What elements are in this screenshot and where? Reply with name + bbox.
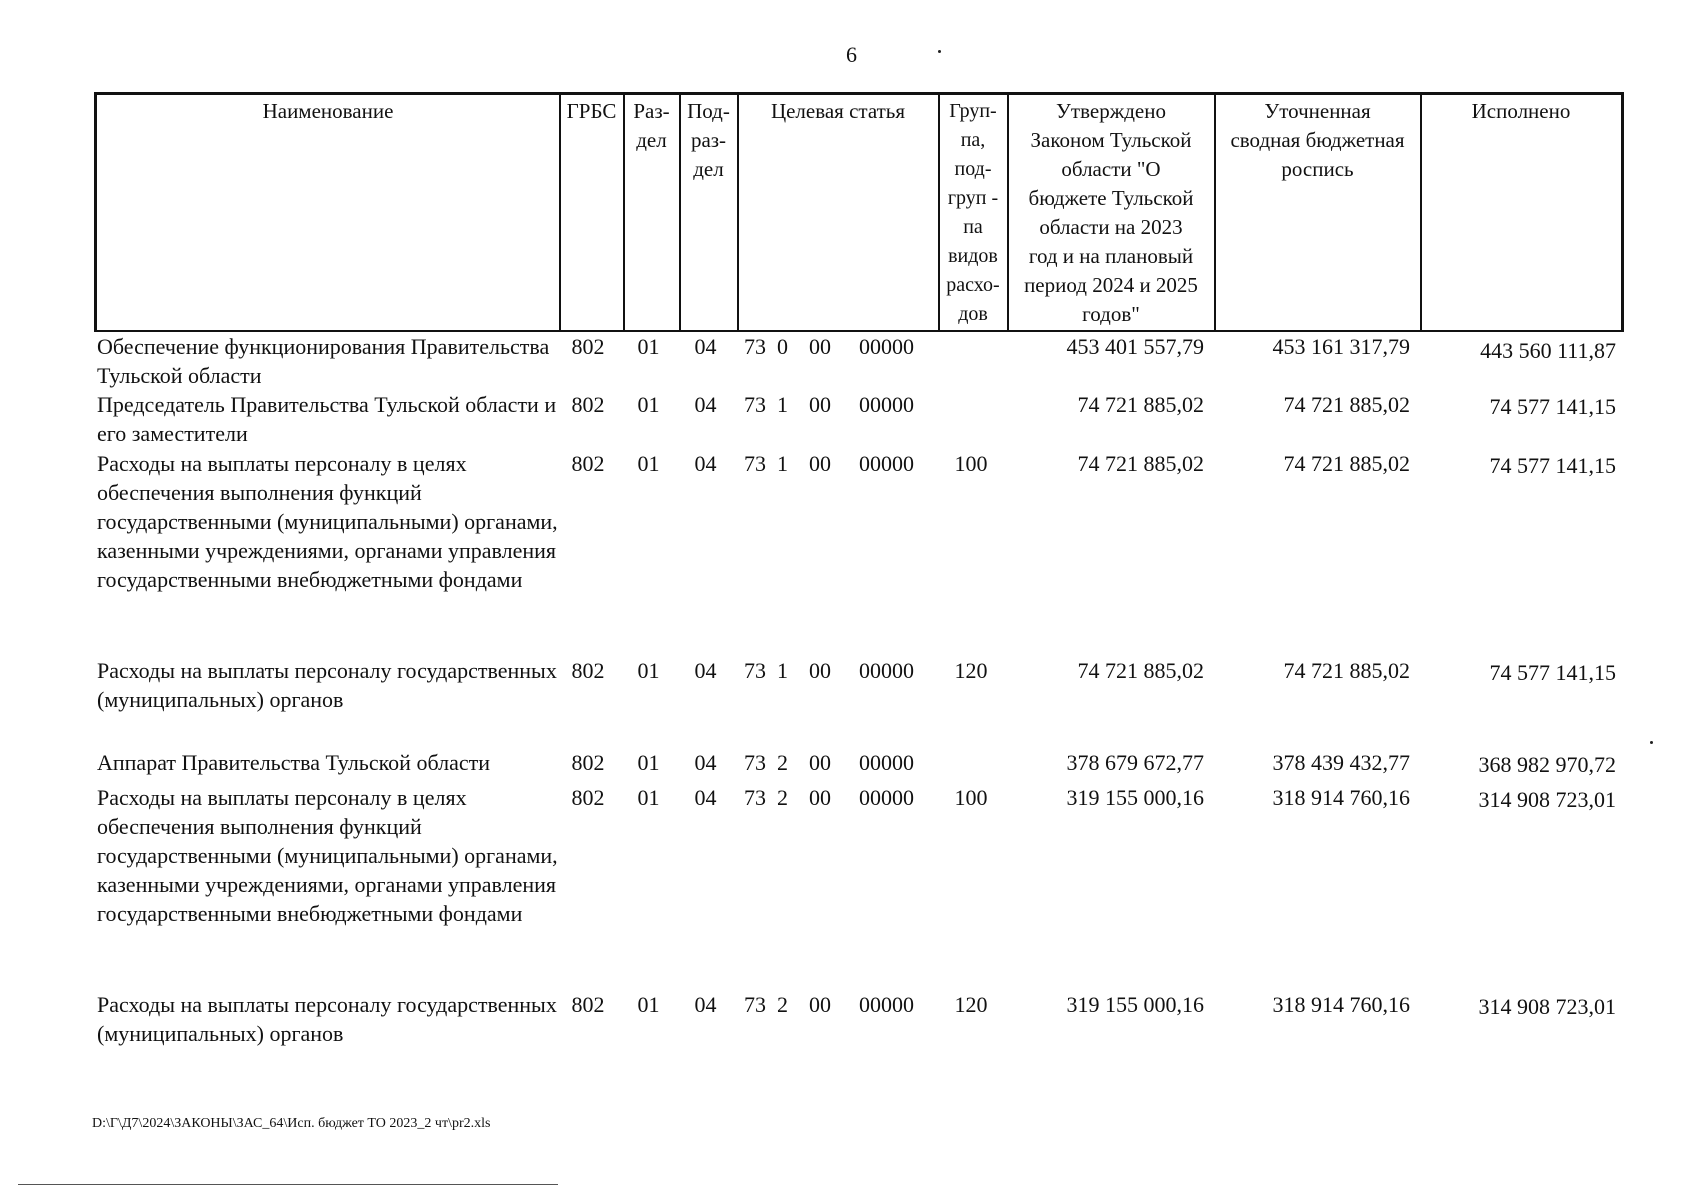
scan-speck <box>938 50 941 53</box>
row-refined: 74 721 885,02 <box>1283 392 1410 417</box>
row-target-3: 00 <box>809 334 831 359</box>
row-razdel: 01 <box>637 392 660 417</box>
row-name: Обеспечение функционирования Правительства Тульской области <box>97 334 550 388</box>
row-group: 120 <box>954 992 988 1017</box>
row-executed: 443 560 111,87 <box>1480 338 1616 363</box>
row-refined: 318 914 760,16 <box>1272 785 1410 810</box>
column-divider <box>559 95 561 330</box>
column-divider <box>1420 95 1422 330</box>
row-group: 100 <box>954 451 988 476</box>
row-podrazdel: 04 <box>694 334 717 359</box>
header-grbs: ГРБС <box>566 99 617 123</box>
row-approved: 453 401 557,79 <box>1066 334 1204 359</box>
row-target-1: 73 <box>744 992 766 1017</box>
row-target-1: 73 <box>744 451 766 476</box>
row-target-1: 73 <box>744 658 766 683</box>
row-name: Аппарат Правительства Тульской области <box>97 750 490 775</box>
row-refined: 318 914 760,16 <box>1272 992 1410 1017</box>
row-executed: 314 908 723,01 <box>1478 994 1616 1019</box>
row-executed: 74 577 141,15 <box>1489 453 1616 478</box>
row-razdel: 01 <box>637 451 660 476</box>
row-target-3: 00 <box>809 392 831 417</box>
row-grbs: 802 <box>571 992 605 1017</box>
row-target-2: 1 <box>777 451 788 476</box>
row-target-4: 00000 <box>859 451 914 476</box>
row-target-3: 00 <box>809 992 831 1017</box>
row-approved: 74 721 885,02 <box>1077 451 1204 476</box>
row-name: Расходы на выплаты персоналу в целях обеспечения выполнения функций государственными (муниципальными) органами, казенными учреждениями, органами управления государственными внебюджетными фондами <box>97 451 558 592</box>
row-razdel: 01 <box>637 785 660 810</box>
row-group: 100 <box>954 785 988 810</box>
row-target-4: 00000 <box>859 658 914 683</box>
row-target-4: 00000 <box>859 785 914 810</box>
row-target-4: 00000 <box>859 392 914 417</box>
row-target-2: 2 <box>777 750 788 775</box>
row-grbs: 802 <box>571 750 605 775</box>
row-target-1: 73 <box>744 392 766 417</box>
row-razdel: 01 <box>637 750 660 775</box>
row-grbs: 802 <box>571 658 605 683</box>
row-target-2: 2 <box>777 785 788 810</box>
row-target-1: 73 <box>744 785 766 810</box>
row-target-3: 00 <box>809 451 831 476</box>
row-target-2: 2 <box>777 992 788 1017</box>
row-executed: 74 577 141,15 <box>1489 660 1616 685</box>
row-target-3: 00 <box>809 785 831 810</box>
row-approved: 74 721 885,02 <box>1077 392 1204 417</box>
row-grbs: 802 <box>571 451 605 476</box>
header-target-article: Целевая статья <box>770 99 906 123</box>
row-target-1: 73 <box>744 334 766 359</box>
row-podrazdel: 04 <box>694 750 717 775</box>
header-refined: Уточненная сводная бюджетная роспись <box>1230 99 1405 181</box>
row-razdel: 01 <box>637 658 660 683</box>
row-podrazdel: 04 <box>694 451 717 476</box>
row-target-4: 00000 <box>859 334 914 359</box>
row-approved: 319 155 000,16 <box>1066 992 1204 1017</box>
header-razdel: Раз- дел <box>633 99 670 152</box>
row-target-2: 0 <box>777 334 788 359</box>
row-refined: 74 721 885,02 <box>1283 451 1410 476</box>
header-expense-group: Груп- па, под- груп - па видов расхо- дов <box>946 100 1000 325</box>
row-podrazdel: 04 <box>694 658 717 683</box>
row-podrazdel: 04 <box>694 992 717 1017</box>
row-refined: 74 721 885,02 <box>1283 658 1410 683</box>
header-approved: Утверждено Законом Тульской области "О бюджете Тульской области на 2023 год и на плановый период 2024 и 2025 годов" <box>1024 99 1198 326</box>
bottom-rule <box>18 1184 558 1185</box>
row-approved: 378 679 672,77 <box>1066 750 1204 775</box>
row-target-4: 00000 <box>859 992 914 1017</box>
row-executed: 74 577 141,15 <box>1489 394 1616 419</box>
row-executed: 314 908 723,01 <box>1478 787 1616 812</box>
row-grbs: 802 <box>571 392 605 417</box>
row-target-1: 73 <box>744 750 766 775</box>
scan-speck <box>1650 741 1653 744</box>
row-refined: 453 161 317,79 <box>1272 334 1410 359</box>
row-name: Председатель Правительства Тульской области и его заместители <box>97 392 557 446</box>
row-name: Расходы на выплаты персоналу в целях обеспечения выполнения функций государственными (муниципальными) органами, казенными учреждениями, органами управления государственными внебюджетными фондами <box>97 785 558 926</box>
row-name: Расходы на выплаты персоналу государственных (муниципальных) органов <box>97 992 557 1046</box>
row-target-2: 1 <box>777 392 788 417</box>
row-razdel: 01 <box>637 992 660 1017</box>
row-target-2: 1 <box>777 658 788 683</box>
row-target-3: 00 <box>809 750 831 775</box>
header-name: Наименование <box>262 99 394 123</box>
row-grbs: 802 <box>571 785 605 810</box>
file-path: D:\Г\Д7\2024\ЗАКОНЫ\ЗАС_64\Исп. бюджет ТО 2023_2 чт\pr2.xls <box>92 1116 491 1131</box>
header-podrazdel: Под- раз- дел <box>687 99 730 181</box>
row-podrazdel: 04 <box>694 392 717 417</box>
header-executed: Исполнено <box>1471 99 1571 123</box>
row-name: Расходы на выплаты персоналу государственных (муниципальных) органов <box>97 658 557 712</box>
row-executed: 368 982 970,72 <box>1478 752 1616 777</box>
row-target-4: 00000 <box>859 750 914 775</box>
table-header <box>94 92 1624 332</box>
row-podrazdel: 04 <box>694 785 717 810</box>
column-divider <box>737 95 739 330</box>
row-grbs: 802 <box>571 334 605 359</box>
row-target-3: 00 <box>809 658 831 683</box>
row-approved: 74 721 885,02 <box>1077 658 1204 683</box>
row-group: 120 <box>954 658 988 683</box>
row-razdel: 01 <box>637 334 660 359</box>
row-refined: 378 439 432,77 <box>1272 750 1410 775</box>
row-approved: 319 155 000,16 <box>1066 785 1204 810</box>
page-number: 6 <box>846 42 857 67</box>
